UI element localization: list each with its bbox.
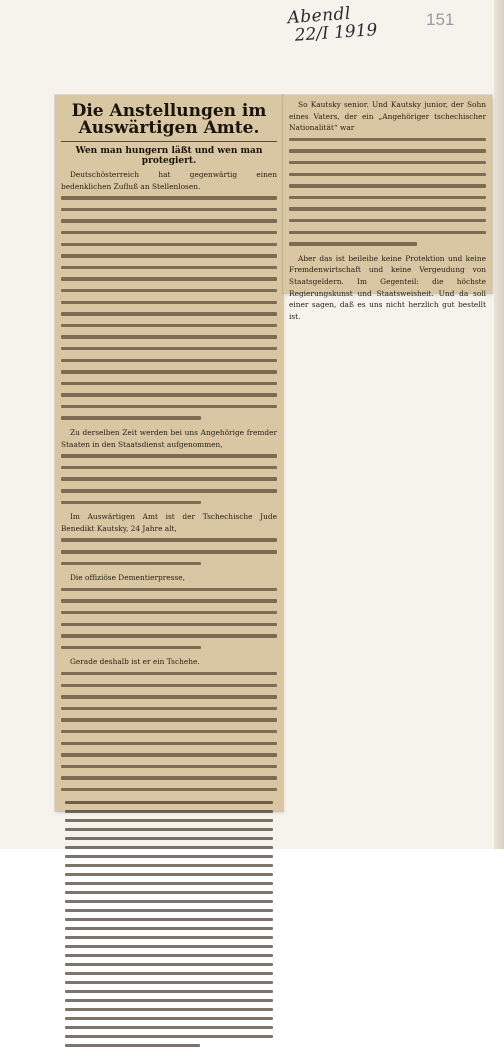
paragraph-7: Aber das ist beileibe keine Protektion und keine Fremdenwirtschaft und keine Vergeudung von Staatsgeldern. Im Gegenteil: die höchste Regierungskunst und Staatsweisheit. Und da soll einer sagen, daß es uns nicht herzlich gut bestellt ist.	[289, 253, 486, 321]
paragraph-5-body	[61, 668, 277, 796]
sheet-edge	[494, 0, 504, 849]
paragraph-2: Zu derselben Zeit werden bei uns Angehörige fremder Staaten in den Staatsdienst aufgenommen,	[61, 428, 277, 449]
article-subheading: Wen man hungern läßt und wen man protegiert.	[75, 146, 263, 166]
paragraph-6-body	[289, 134, 486, 250]
paragraph-6: So Kautsky senior. Und Kautsky junior, der Sohn eines Vaters, der ein „Angehöriger tschechischer Nationalität“ war	[289, 100, 486, 133]
paragraph-4-body	[61, 584, 277, 654]
paragraph-1: Deutschösterreich hat gegenwärtig einen bedenklichen Zufluß an Stellenlosen.	[61, 170, 277, 191]
quoted-passage	[65, 798, 273, 1050]
clipping-left-column	[55, 95, 283, 811]
paragraph-3: Im Auswärtigen Amt ist der Tschechische Jude Benedikt Kautsky, 24 Jahre alt,	[61, 512, 277, 533]
clipping-right-column	[283, 95, 492, 321]
paragraph-5: Gerade deshalb ist er ein Tschehe.	[70, 657, 200, 667]
handwritten-note	[287, 0, 409, 46]
paragraph-4: Die offiziöse Dementierpresse,	[70, 573, 185, 583]
paragraph-2-body	[61, 450, 277, 508]
handwritten-date: 22/I 1919	[294, 19, 379, 46]
stamp-number: 151	[426, 10, 455, 29]
handwritten-name: Abendl	[286, 3, 352, 29]
paragraph-1-body	[61, 192, 277, 424]
article-headline: Die Anstellungen im Auswärtigen Amte.	[61, 103, 277, 142]
paragraph-3-body	[61, 534, 277, 569]
